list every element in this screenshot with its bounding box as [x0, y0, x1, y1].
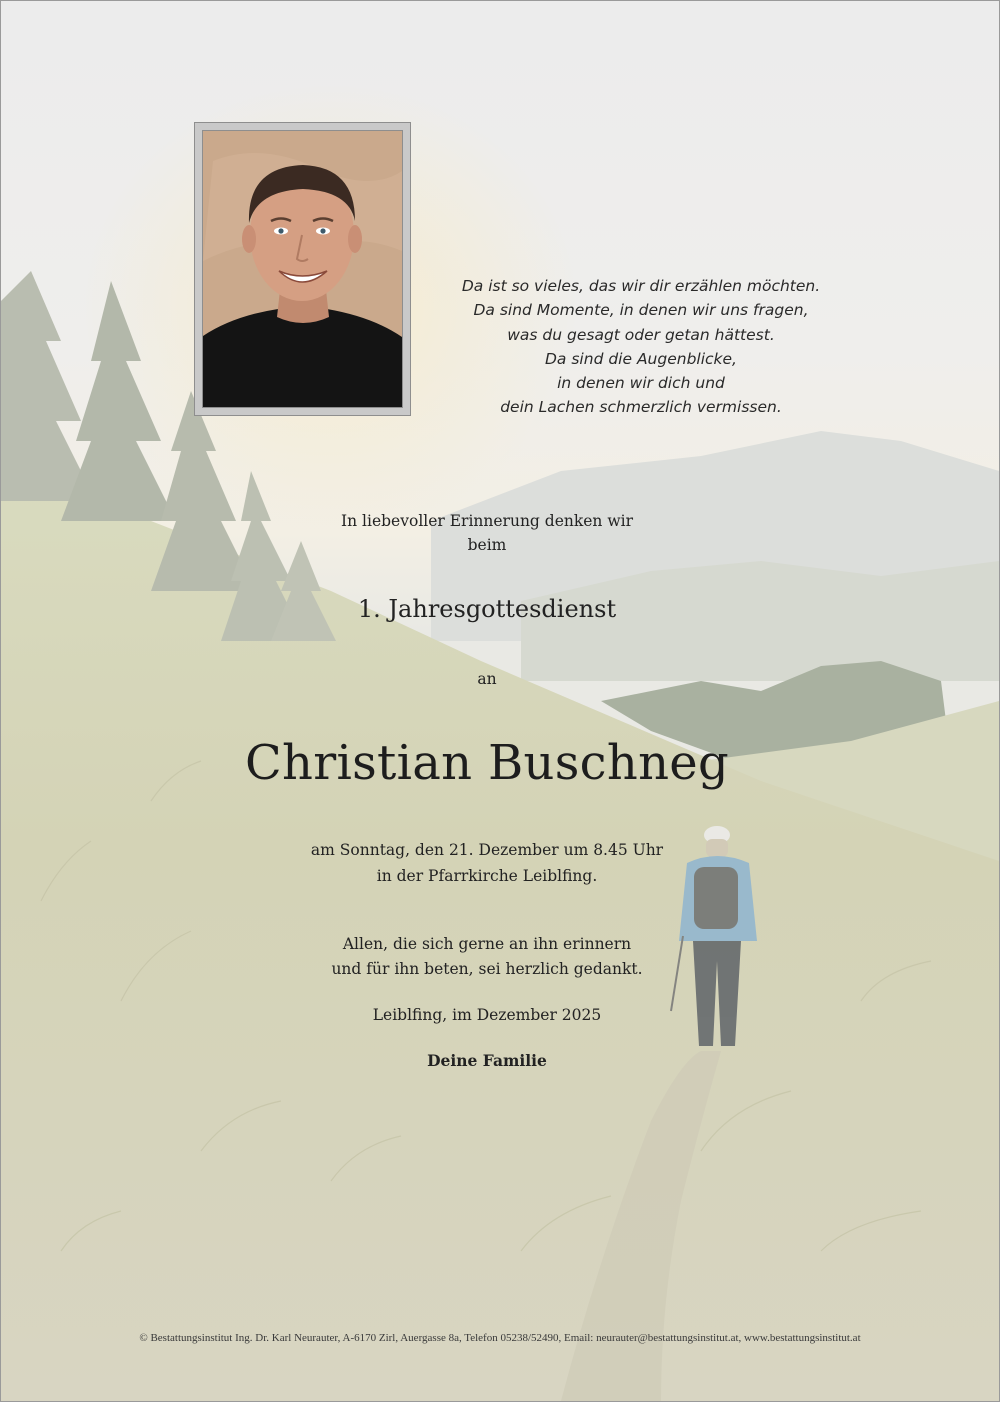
poem-line: dein Lachen schmerzlich vermissen.: [500, 398, 782, 417]
poem-line: Da ist so vieles, das wir dir erzählen möchten.: [461, 277, 821, 295]
place-date: Leiblfing, im Dezember 2025: [372, 1006, 602, 1024]
footer-imprint: © Bestattungsinstitut Ing. Dr. Karl Neurauter, A-6170 Zirl, Auergasse 8a, Telefon 05238/52490, Email: neurauter@bestattungsinstitut.at, www.bestattungsinstitut.at: [139, 1332, 861, 1344]
intro-text: [1, 509, 973, 557]
portrait-frame: [194, 122, 411, 416]
poem-line: Da sind Momente, in denen wir uns fragen,: [473, 301, 809, 320]
thanks-line: und für ihn beten, sei herzlich gedankt.: [331, 960, 643, 978]
intro-line: In liebevoller Erinnerung denken wir: [341, 512, 633, 530]
service-date-location: [1, 837, 973, 889]
an-text: an: [477, 670, 497, 688]
memorial-poem: [441, 274, 841, 420]
signature: Deine Familie: [427, 1051, 547, 1070]
church-line: in der Pfarrkirche Leiblfing.: [376, 867, 598, 885]
background-landscape-image: [1, 1, 999, 1401]
date-line: am Sonntag, den 21. Dezember um 8.45 Uhr: [310, 841, 664, 859]
thanks-text: [1, 932, 973, 982]
service-title: 1. Jahresgottesdienst: [357, 595, 617, 623]
intro-line: beim: [467, 536, 507, 554]
poem-line: Da sind die Augenblicke,: [545, 349, 737, 368]
thanks-line: Allen, die sich gerne an ihn erinnern: [342, 935, 632, 953]
deceased-name: Christian Buschneg: [244, 735, 730, 791]
poem-line: was du gesagt oder getan hättest.: [507, 325, 775, 344]
poem-line: in denen wir dich und: [557, 374, 725, 393]
portrait-photo: [203, 131, 402, 407]
